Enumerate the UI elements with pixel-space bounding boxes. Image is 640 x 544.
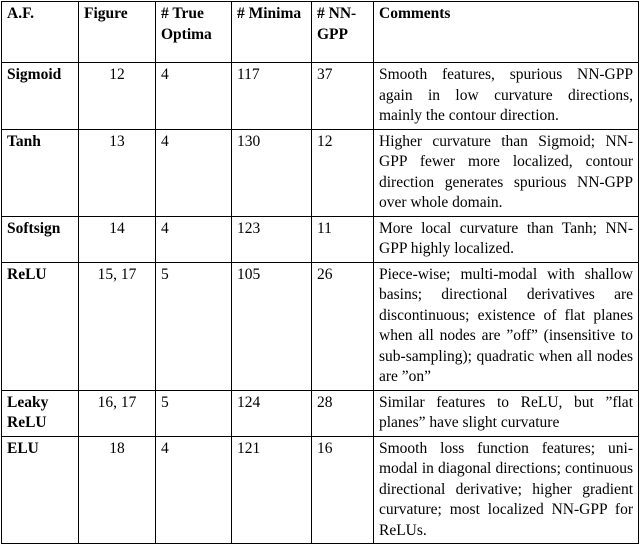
- row-af: ELU: [2, 436, 79, 544]
- table-row: [2, 129, 639, 216]
- row-true-optima: 5: [156, 390, 232, 436]
- row-true-optima: 5: [156, 262, 232, 390]
- row-af: Sigmoid: [2, 63, 79, 130]
- row-minima: 123: [232, 216, 312, 262]
- table-row: [2, 216, 639, 262]
- table-row: [2, 436, 639, 544]
- header-af: A.F.: [2, 2, 79, 63]
- row-figure: 18: [79, 436, 156, 544]
- row-minima: 130: [232, 129, 312, 216]
- row-figure: 15, 17: [79, 262, 156, 390]
- row-figure: 16, 17: [79, 390, 156, 436]
- row-true-optima: 4: [156, 129, 232, 216]
- row-minima: 117: [232, 63, 312, 130]
- row-comments: More local curvature than Tanh; NN-GPP highly localized.: [374, 216, 639, 262]
- row-minima: 121: [232, 436, 312, 544]
- row-true-optima: 4: [156, 216, 232, 262]
- row-af: Softsign: [2, 216, 79, 262]
- header-figure: Figure: [79, 2, 156, 63]
- row-af: ReLU: [2, 262, 79, 390]
- row-nn-gpp: 26: [312, 262, 374, 390]
- row-nn-gpp: 11: [312, 216, 374, 262]
- row-nn-gpp: 12: [312, 129, 374, 216]
- row-comments: Similar features to ReLU, but ”flat planes” have slight curvature: [374, 390, 639, 436]
- row-comments: Piece-wise; multi-modal with shallow basins; directional derivatives are discontinuous; existence of flat planes when all nodes are ”off” (insensitive to sub-sampling); quadratic when all nodes are ”on”: [374, 262, 639, 390]
- row-true-optima: 4: [156, 63, 232, 130]
- row-figure: 12: [79, 63, 156, 130]
- header-row: [2, 2, 639, 63]
- row-nn-gpp: 37: [312, 63, 374, 130]
- row-comments: Smooth features, spurious NN-GPP again in low curvature directions, mainly the contour direction.: [374, 63, 639, 130]
- row-true-optima: 4: [156, 436, 232, 544]
- row-af: Leaky ReLU: [2, 390, 79, 436]
- row-minima: 105: [232, 262, 312, 390]
- row-comments: Higher curvature than Sigmoid; NN-GPP fewer more localized, contour direction generates spurious NN-GPP over whole domain.: [374, 129, 639, 216]
- header-comments: Comments: [374, 2, 639, 63]
- header-nn-gpp: # NN-GPP: [312, 2, 374, 63]
- row-comments: Smooth loss function features; uni-modal in diagonal directions; continuous directional derivative; higher gradient curvature; most localized NN-GPP for ReLUs.: [374, 436, 639, 544]
- table-row: [2, 262, 639, 390]
- header-minima: # Minima: [232, 2, 312, 63]
- row-af: Tanh: [2, 129, 79, 216]
- table-row: [2, 63, 639, 130]
- header-true-optima: # True Optima: [156, 2, 232, 63]
- activation-function-table: [1, 1, 639, 544]
- row-nn-gpp: 16: [312, 436, 374, 544]
- row-figure: 14: [79, 216, 156, 262]
- table-row: [2, 390, 639, 436]
- row-figure: 13: [79, 129, 156, 216]
- row-nn-gpp: 28: [312, 390, 374, 436]
- row-minima: 124: [232, 390, 312, 436]
